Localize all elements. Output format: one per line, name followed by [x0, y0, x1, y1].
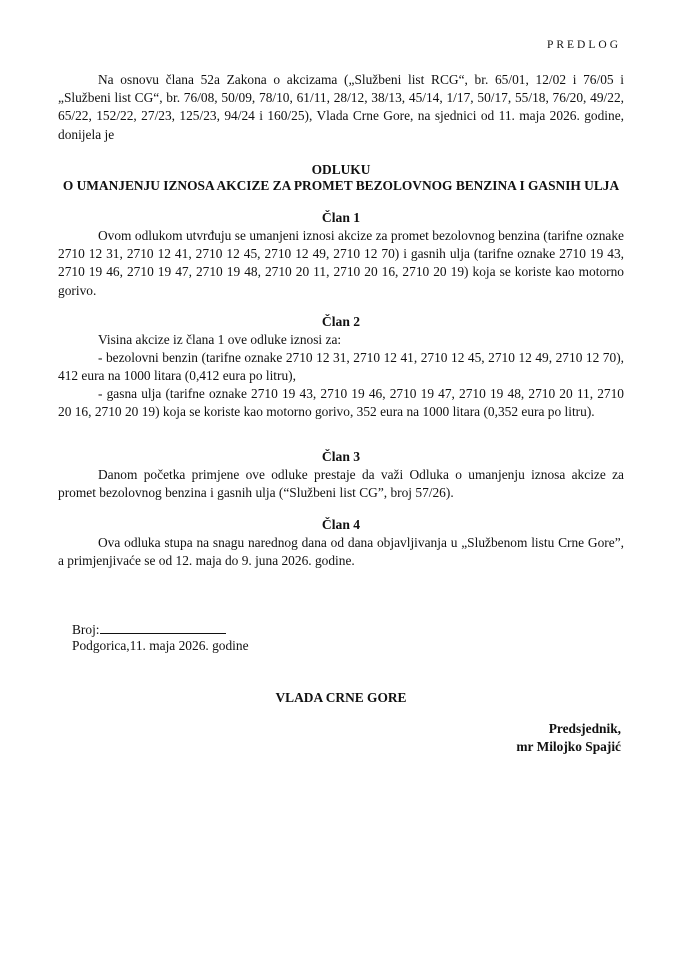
decision-title: ODLUKU [311, 162, 371, 177]
predlog-label: PREDLOG [546, 39, 621, 51]
article-1-text: Ovom odlukom utvrđuju se umanjeni iznosi akcize za promet bezolovnog benzina (tarifne oznake 2710 12 31, 2710 12 41, 2710 12 45, 2710 12 49, 2710 12 70) i gasnih ulja (tarifne oznake 2710 19 43, 2710 19 46, 2710 19 47, 2710 19 48, 2710 20 11, 2710 20 16, 2710 20 19) koja se koriste kao motorno gorivo. [58, 228, 624, 298]
article-2-item-gasna-ulja: - gasna ulja (tarifne oznake 2710 19 43, 2710 19 46, 2710 19 47, 2710 19 48, 2710 20 11, 2710 20 16, 2710 20 19) koja se koriste kao motorno gorivo, 352 eura na 1000 litara (0,352 eura po litru). [58, 386, 624, 420]
article-2-item-benzin: - bezolovni benzin (tarifne oznake 2710 12 31, 2710 12 41, 2710 12 45, 2710 12 49, 2710 12 70), 412 eura na 1000 litara (0,412 eura po litru), [58, 350, 624, 384]
signatory-name: mr Milojko Spajić [516, 739, 621, 754]
article-4-text: Ova odluka stupa na snagu narednog dana od dana objavljivanja u „Službenom listu Crne Gore”, a primjenjivaće se od 12. maja do 9. juna 2026. godine. [58, 535, 624, 569]
article-2-intro: Visina akcize iz člana 1 ove odluke iznosi za: [98, 332, 342, 347]
decision-subtitle: O UMANJENJU IZNOSA AKCIZE ZA PROMET BEZOLOVNOG BENZINA I GASNIH ULJA [62, 178, 620, 193]
signatory-title: Predsjednik, [548, 721, 621, 736]
preamble: Na osnovu člana 52a Zakona o akcizama („Službeni list RCG“, br. 65/01, 12/02 i 76/05 i „Službeni list CG“, br. 76/08, 50/09, 78/10, 61/11, 28/12, 38/13, 45/14, 1/17, 50/17, 55/18, 76/20, 49/22, 65/22, 152/22, 27/23, 125/23, 94/24 i 160/25), Vlada Crne Gore, na sjednici od 11. maja 2026. godine, donijela je [58, 72, 624, 142]
broj-blank [100, 621, 226, 634]
article-4-heading: Član 4 [321, 517, 361, 532]
government-name: VLADA CRNE GORE [275, 690, 407, 705]
broj-label: Broj: [72, 622, 100, 637]
article-1-heading: Član 1 [321, 210, 361, 225]
article-2-heading: Član 2 [321, 314, 361, 329]
article-3-heading: Član 3 [321, 449, 361, 464]
place-date: Podgorica,11. maja 2026. godine [72, 638, 249, 653]
article-3-text: Danom početka primjene ove odluke prestaje da važi Odluka o umanjenju iznosa akcize za promet bezolovnog benzina i gasnih ulja (“Službeni list CG”, broj 57/26). [58, 467, 624, 501]
